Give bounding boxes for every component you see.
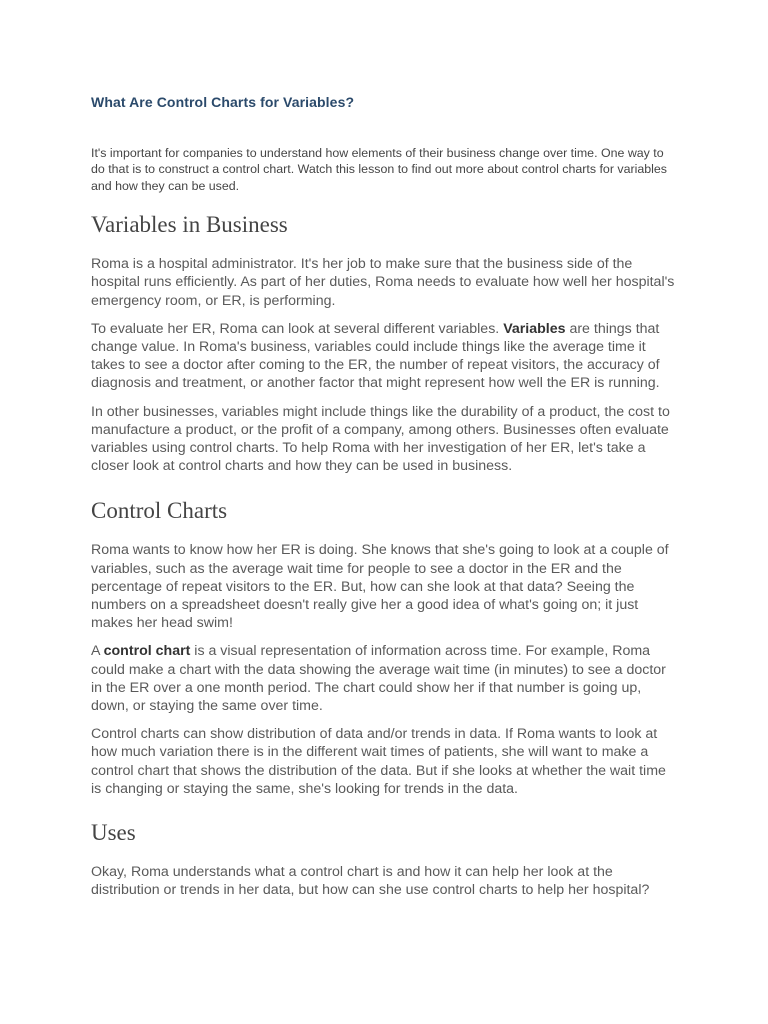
paragraph-text: are things that change value. In Roma's business, variables could include things like the average time it takes to see a doctor after coming to the ER, the number of repeat visitors, the accuracy of diagnosis and treatment, or another factor that might represent how well the ER is running.	[91, 320, 660, 392]
paragraph: Okay, Roma understands what a control chart is and how it can help her look at the distribution or trends in her data, but how can she use control charts to help her hospital?	[91, 864, 650, 899]
paragraph-text: is a visual representation of information across time. For example, Roma could make a chart with the data showing the average wait time (in minutes) to see a doctor in the ER over a one month period. The chart could show her if that number is going up, down, or staying the same over time.	[91, 643, 666, 715]
paragraph-text: A	[91, 643, 104, 660]
section-heading-variables-in-business: Variables in Business	[91, 212, 288, 238]
paragraph: Control charts can show distribution of data and/or trends in data. If Roma wants to look at how much variation there is in the different wait times of patients, she will want to make a control chart that shows the distribution of the data. But if she looks at whether the wait time is changing or staying the same, she's looking for trends in the data.	[91, 726, 666, 797]
lesson-title: What Are Control Charts for Variables?	[91, 94, 355, 110]
key-term-variables: Variables	[503, 320, 566, 337]
key-term-control-chart: control chart	[103, 643, 191, 660]
paragraph: Roma is a hospital administrator. It's her job to make sure that the business side of the hospital runs efficiently. As part of her duties, Roma needs to evaluate how well her hospital's emergency room, or ER, is performing.	[91, 256, 675, 309]
paragraph: Roma wants to know how her ER is doing. She knows that she's going to look at a couple of variables, such as the average wait time for people to see a doctor in the ER and the percentage of repeat visitors to the ER. But, how can she look at that data? Seeing the numbers on a spreadsheet doesn't really give her a good idea of what's going on; it just makes her head swim!	[91, 542, 669, 632]
section-heading-control-charts: Control Charts	[91, 498, 228, 524]
section-heading-uses: Uses	[91, 820, 136, 846]
paragraph-text: To evaluate her ER, Roma can look at several different variables.	[91, 320, 504, 337]
paragraph	[91, 642, 680, 715]
paragraph	[91, 320, 680, 393]
paragraph: In other businesses, variables might include things like the durability of a product, the cost to manufacture a product, or the profit of a company, among others. Businesses often evaluate variables using control charts. To help Roma with her investigation of her ER, let's take a closer look at control charts and how they can be used in business.	[91, 403, 670, 475]
lesson-summary: It's important for companies to understand how elements of their business change over time. One way to do that is to construct a control chart. Watch this lesson to find out more about control charts for variables and how they can be used.	[91, 146, 667, 193]
